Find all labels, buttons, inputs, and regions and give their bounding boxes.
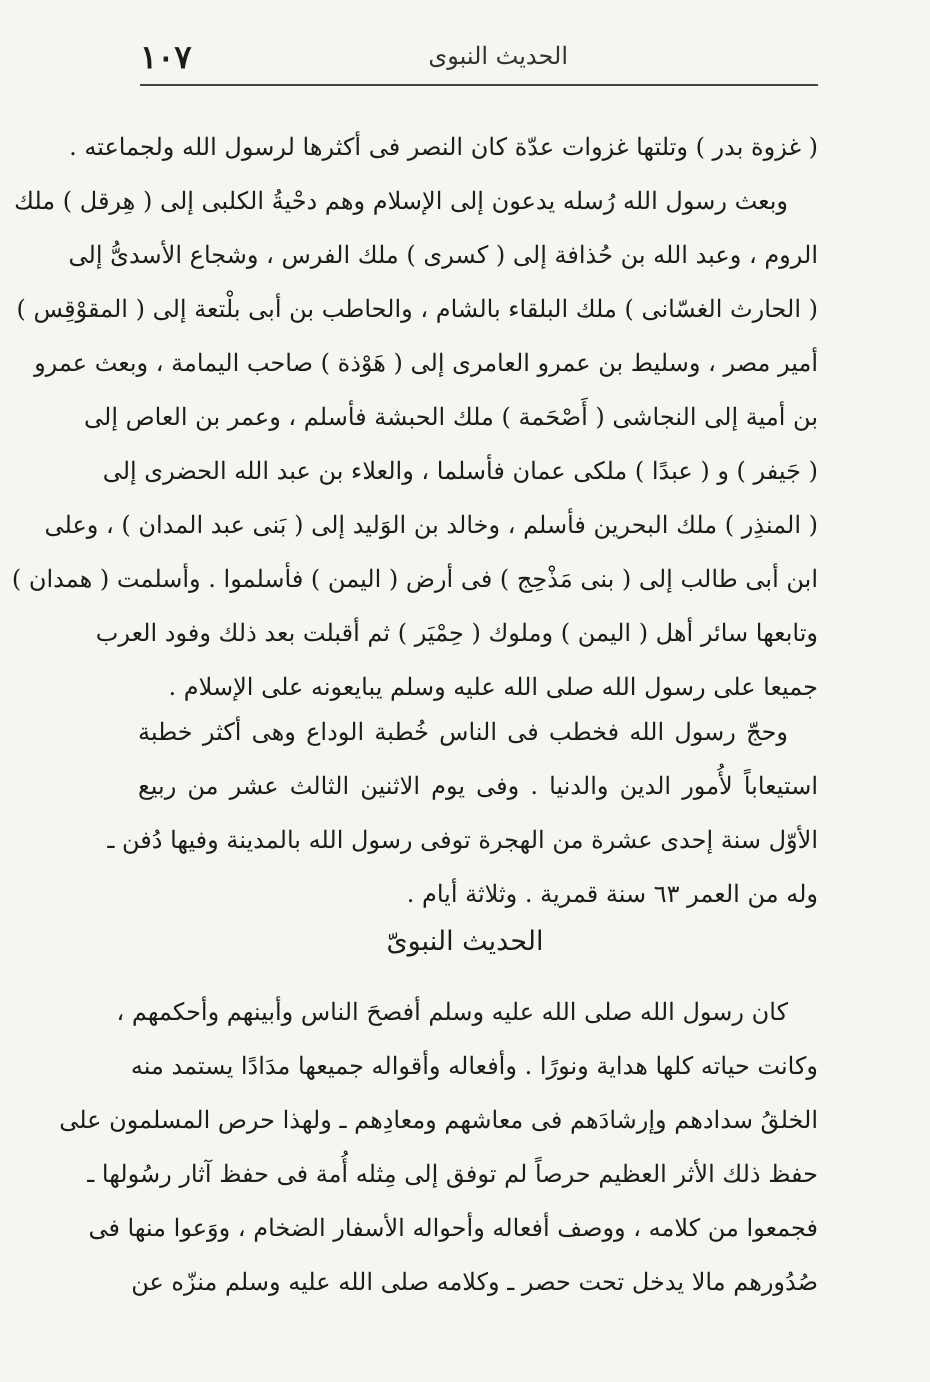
text-line: حفظ ذلك الأثر العظيم حرصاً لم توفق إلى مِثله أُمة فى حفظ آثار رسُولها ـ bbox=[87, 1160, 818, 1188]
text-line: صُدُورهم مالا يدخل تحت حصر ـ وكلامه صلى الله عليه وسلم منزّه عن bbox=[131, 1268, 818, 1296]
paragraph-block-2 bbox=[107, 705, 818, 921]
text-line: فجمعوا من كلامه ، ووصف أفعاله وأحواله الأسفار الضخام ، ووَعوا منها فى bbox=[88, 1214, 818, 1242]
text-line: ابن أبى طالب إلى ( بنى مَذْحِج ) فى أرض ( اليمن ) فأسلموا . وأسلمت ( همدان ) bbox=[11, 565, 818, 593]
text-line: وبعث رسول الله رُسله يدعون إلى الإسلام وهم دحْيةُ الكلبى إلى ( هِرقل ) ملك bbox=[14, 187, 788, 215]
paragraph-block-3 bbox=[59, 985, 818, 1309]
text-line: وتابعها سائر أهل ( اليمن ) وملوك ( حِمْيَر ) ثم أقبلت بعد ذلك وفود العرب bbox=[95, 619, 818, 647]
paragraph-block-1 bbox=[11, 120, 818, 714]
text-line: وكانت حياته كلها هداية ونورًا . وأفعاله وأقواله جميعها مدَادًا يستمد منه bbox=[130, 1052, 818, 1080]
text-line: جميعا على رسول الله صلى الله عليه وسلم يبايعونه على الإسلام . bbox=[168, 673, 818, 701]
text-line: بن أمية إلى النجاشى ( أَصْحَمة ) ملك الحبشة فأسلم ، وعمر بن العاص إلى bbox=[84, 403, 818, 431]
text-line: ( المنذِر ) ملك البحرين فأسلم ، وخالد بن الوَليد إلى ( بَنى عبد المدان ) ، وعلى bbox=[44, 511, 818, 539]
text-line: ( غزوة بدر ) وتلتها غزوات عدّة كان النصر فى أكثرها لرسول الله ولجماعته . bbox=[69, 133, 818, 161]
page-header bbox=[140, 34, 818, 84]
section-heading: الحديث النبوىّ bbox=[386, 926, 544, 957]
text-line: أمير مصر ، وسليط بن عمرو العامرى إلى ( هَوْذة ) صاحب اليمامة ، وبعث عمرو bbox=[34, 349, 818, 377]
running-title: الحديث النبوى bbox=[428, 42, 568, 70]
text-line: وحجّ رسول الله فخطب فى الناس خُطبة الوداع وهى أكثر خطبة bbox=[138, 718, 788, 746]
text-line: ( الحارث الغسّانى ) ملك البلقاء بالشام ، والحاطب بن أبى بلْتعة إلى ( المقوْقِس ) bbox=[16, 295, 818, 323]
text-line: كان رسول الله صلى الله عليه وسلم أفصحَ الناس وأبينهم وأحكمهم ، bbox=[116, 998, 788, 1026]
text-line: ( جَيفر ) و ( عبدًا ) ملكى عمان فأسلما ، والعلاء بن عبد الله الحضرى إلى bbox=[102, 457, 818, 485]
page-number: ١٠٧ bbox=[140, 38, 192, 76]
header-rule bbox=[140, 84, 818, 86]
text-line: وله من العمر ٦٣ سنة قمرية . وثلاثة أيام . bbox=[406, 880, 818, 908]
text-line: استيعاباً لأُمور الدين والدنيا . وفى يوم الاثنين الثالث عشر من ربيع bbox=[138, 772, 818, 800]
text-line: الروم ، وعبد الله بن حُذافة إلى ( كسرى ) ملك الفرس ، وشجاع الأسدىُّ إلى bbox=[68, 241, 818, 269]
text-line: الخلقُ سدادهم وإرشادَهم فى معاشهم ومعادِهم ـ ولهذا حرص المسلمون على bbox=[59, 1106, 818, 1134]
text-line: الأوّل سنة إحدى عشرة من الهجرة توفى رسول الله بالمدينة وفيها دُفن ـ bbox=[107, 826, 818, 854]
